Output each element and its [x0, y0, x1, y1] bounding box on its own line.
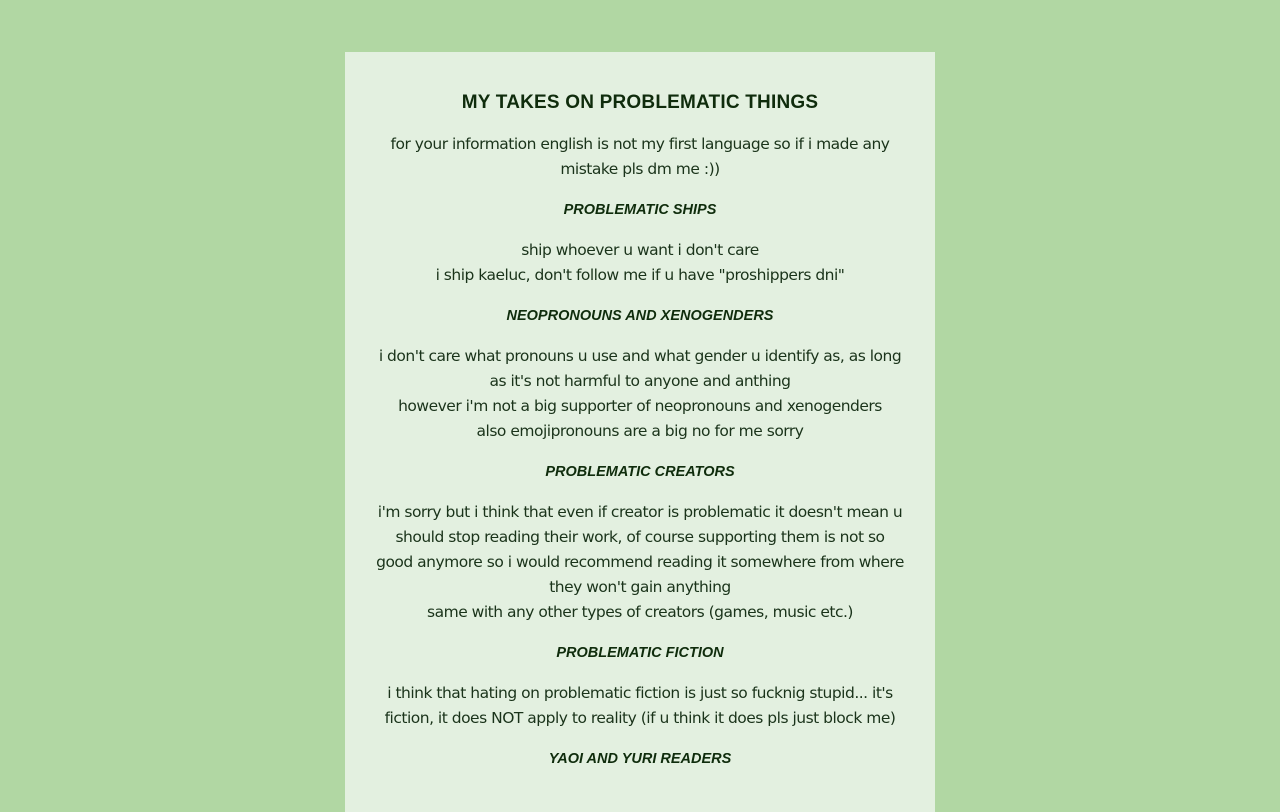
section-body [375, 238, 905, 288]
section-problematic-ships [375, 200, 905, 288]
content-card [345, 52, 935, 812]
text-line: i think that hating on problematic fiction is just so fucknig stupid... it's fiction, it does NOT apply to reality (if u think it does pls just block me) [384, 684, 896, 727]
intro-text: for your information english is not my first language so if i made any mistake pls dm me :)) [390, 135, 890, 178]
section-neopronouns [375, 306, 905, 444]
section-heading: PROBLEMATIC CREATORS [545, 464, 735, 480]
text-line: ship whoever u want i don't care [521, 241, 759, 259]
text-line: same with any other types of creators (games, music etc.) [427, 603, 853, 621]
text-line: i don't care what pronouns u use and what gender u identify as, as long as it's not harmful to anyone and anthing [378, 347, 902, 390]
section-heading: YAOI AND YURI READERS [548, 751, 732, 767]
page-title: MY TAKES ON PROBLEMATIC THINGS [461, 92, 819, 113]
section-body [375, 500, 905, 625]
section-problematic-creators [375, 462, 905, 625]
text-line: however i'm not a big supporter of neopronouns and xenogenders [398, 397, 882, 415]
section-yaoi-yuri [375, 749, 905, 769]
text-line: i'm sorry but i think that even if creator is problematic it doesn't mean u should stop reading their work, of course supporting them is not so good anymore so i would recommend reading it somewhere from where they won't gain anything [376, 503, 904, 596]
section-problematic-fiction [375, 643, 905, 731]
section-body [375, 681, 905, 731]
section-heading: PROBLEMATIC SHIPS [563, 202, 717, 218]
section-heading: PROBLEMATIC FICTION [556, 645, 724, 661]
text-line: i ship kaeluc, don't follow me if u have "proshippers dni" [435, 266, 845, 284]
section-heading: NEOPRONOUNS AND XENOGENDERS [506, 308, 774, 324]
text-line: also emojipronouns are a big no for me sorry [476, 422, 804, 440]
section-body [375, 344, 905, 444]
